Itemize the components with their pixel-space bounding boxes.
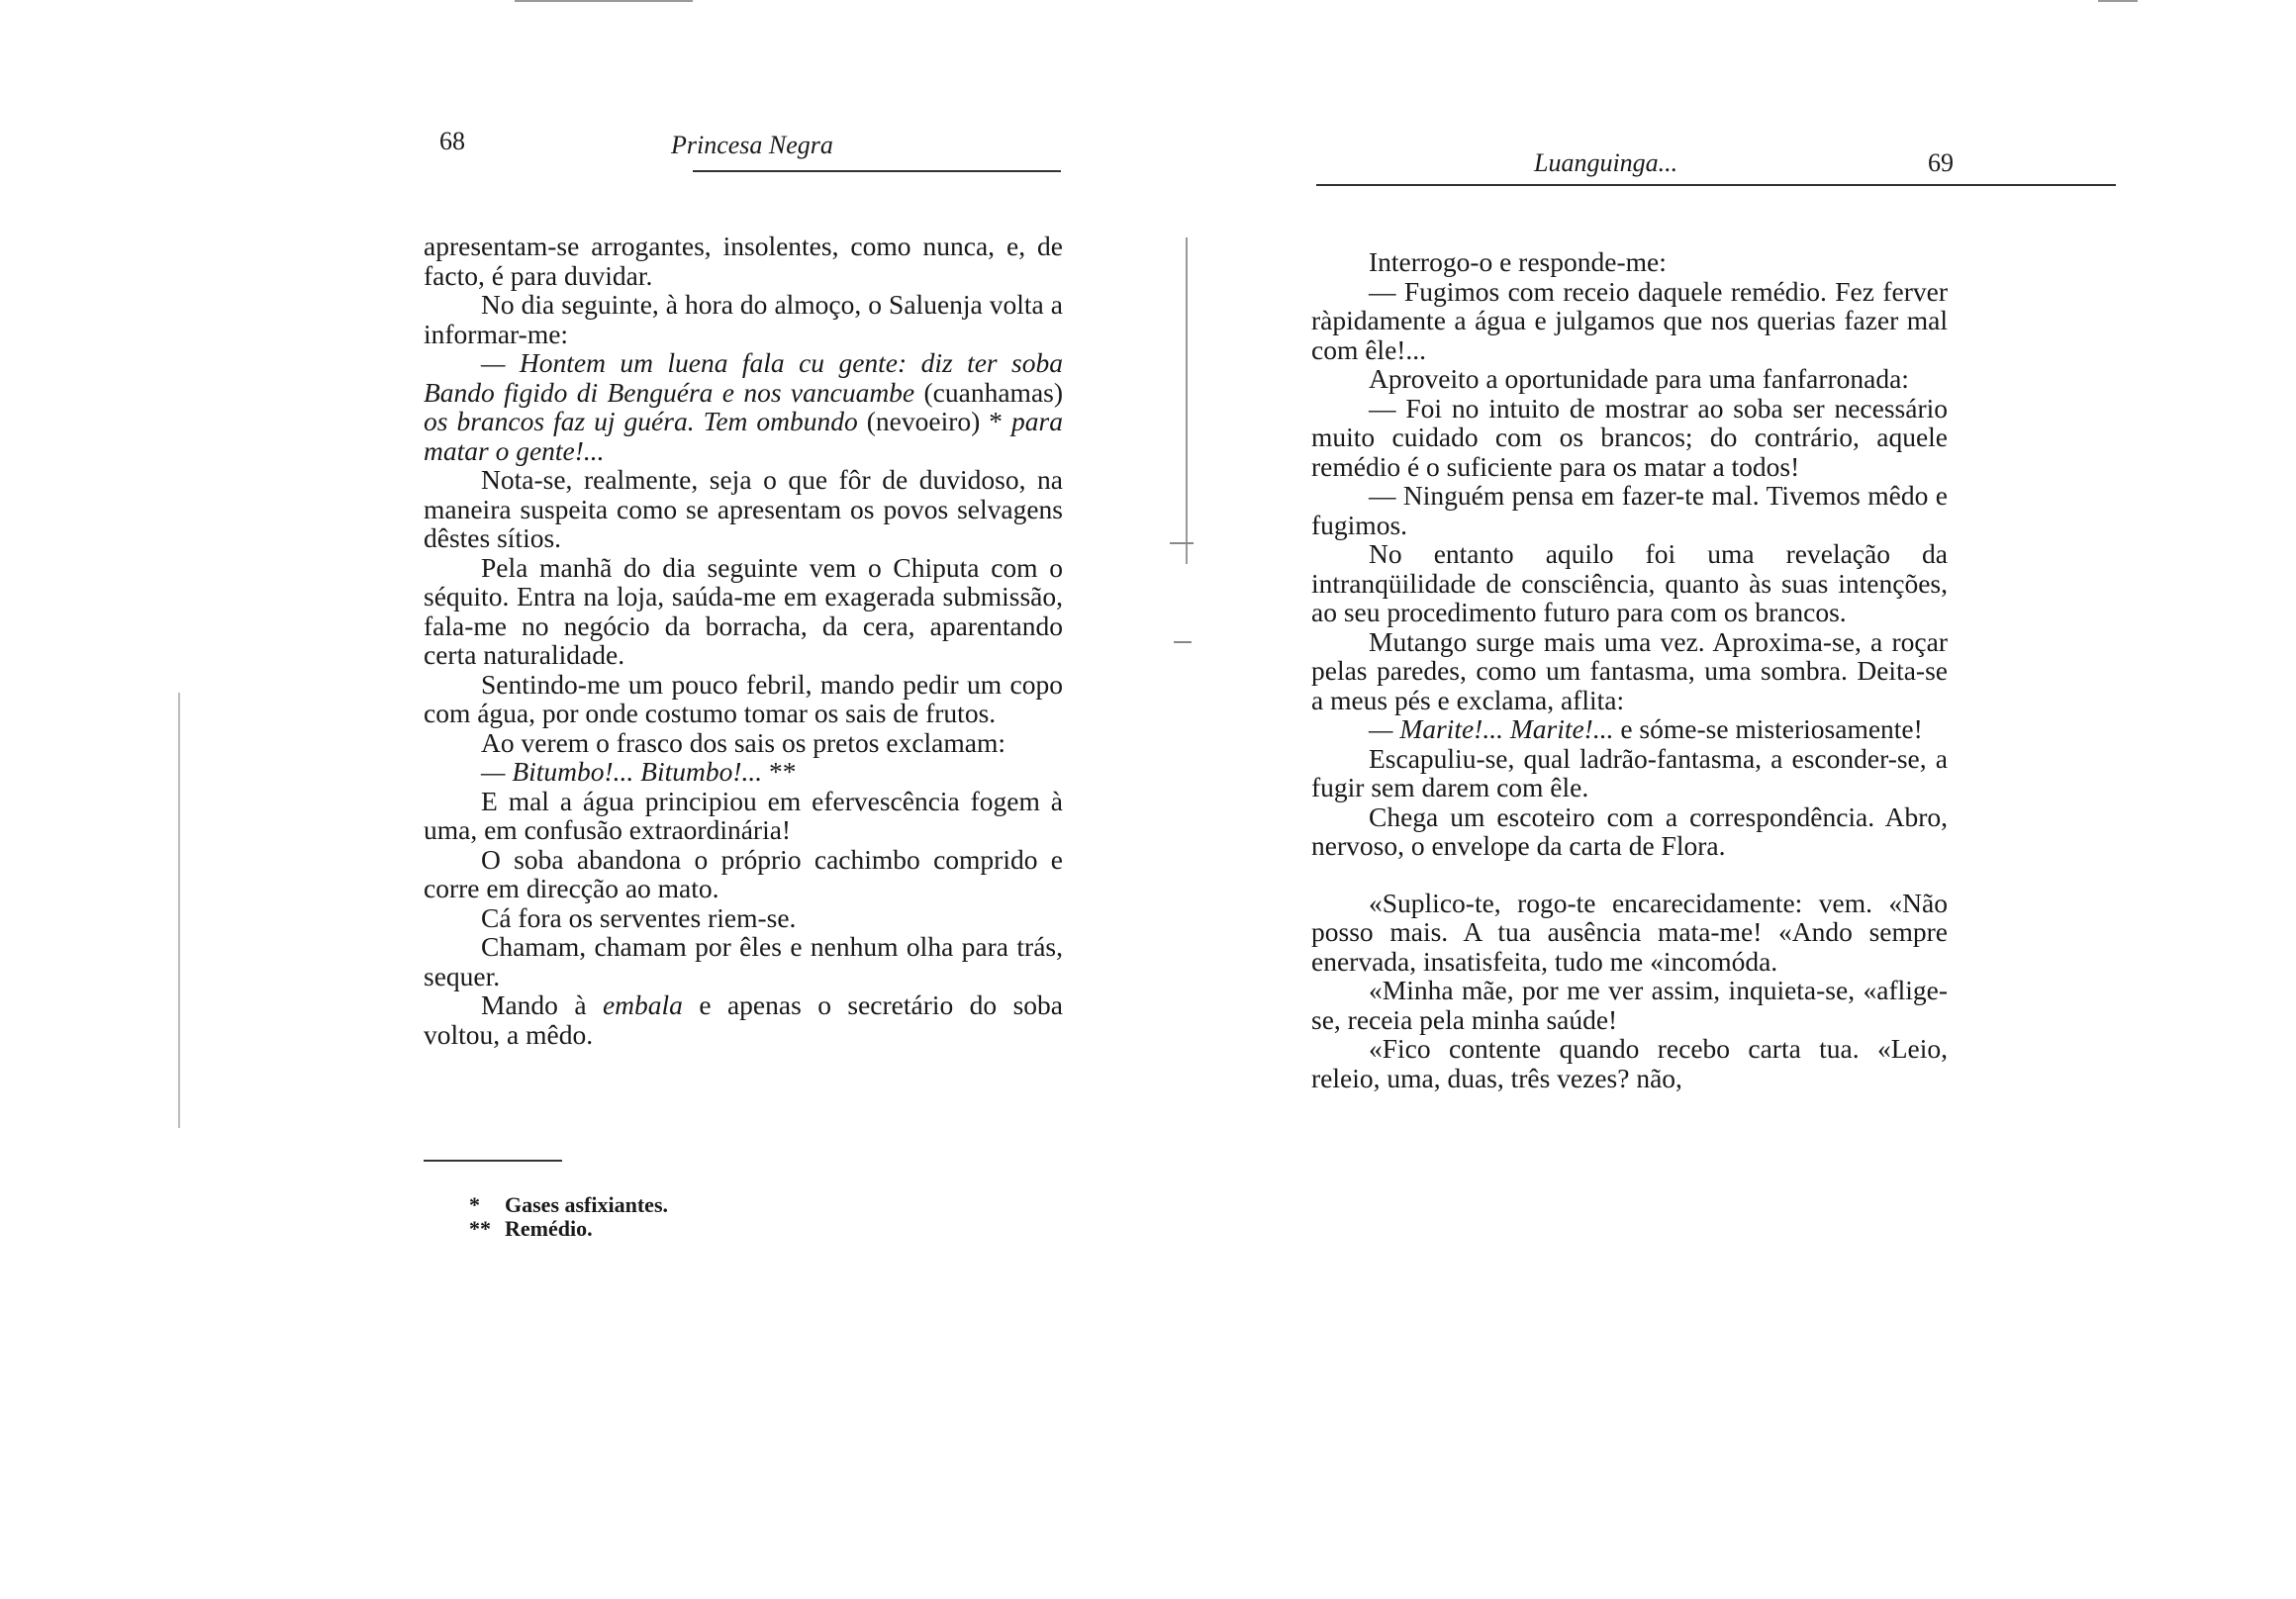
page-number: 69: [1928, 148, 1954, 177]
paragraph: [424, 728, 1063, 758]
paragraph: [424, 553, 1063, 670]
paragraph: [1311, 364, 1948, 394]
footnote-mark: *: [469, 1192, 480, 1217]
paragraph: [1311, 277, 1948, 365]
text-run: e sóme-se misteriosamente!: [1613, 713, 1923, 744]
italic-text: — Marite!... Marite!...: [1369, 713, 1614, 744]
paragraph: [1311, 539, 1948, 627]
paragraph: [424, 348, 1063, 465]
text-run: — Fugimos com receio daquele remédio. Fez ferver ràpidamente a água e julgamos que nos querias fazer mal com êle!...: [1311, 275, 1948, 365]
paragraph: [1311, 744, 1948, 802]
paragraph: [424, 787, 1063, 845]
body-text: [424, 232, 1063, 1049]
margin-shadow: [178, 693, 180, 1128]
text-run: Aproveito a oportunidade para uma fanfarronada:: [1369, 363, 1909, 394]
paragraph: [1311, 714, 1948, 744]
top-edge-mark: [2098, 0, 2138, 2]
paragraph: [424, 990, 1063, 1049]
paragraph: [424, 465, 1063, 553]
text-run: Mando à: [481, 989, 603, 1020]
gutter-mark: [1170, 542, 1194, 544]
text-run: E mal a água principiou em efervescência fogem à uma, em confusão extraordinária!: [424, 785, 1063, 845]
running-title: Princesa Negra: [671, 131, 833, 159]
italic-text: — Bitumbo!... Bitumbo!...: [481, 756, 763, 787]
text-run: No entanto aquilo foi uma revelação da intranqüilidade de consciência, quanto às suas intenções, ao seu procedimento futuro para com os brancos.: [1311, 538, 1948, 627]
text-run: apresentam-se arrogantes, insolentes, como nunca, e, de facto, é para duvidar.: [424, 231, 1063, 291]
top-edge-mark: [515, 0, 693, 2]
paragraph: [1311, 889, 1948, 977]
header-rule: [693, 170, 1061, 172]
italic-text: — Hontem um luena fala cu gente: diz ter soba Bando figido di Benguéra e nos vancuambe: [424, 347, 1063, 408]
gutter-mark: [1174, 641, 1192, 643]
text-run: Chega um escoteiro com a correspondência. Abro, nervoso, o envelope da carta de Flora.: [1311, 800, 1948, 861]
gutter-shadow: [1186, 237, 1188, 564]
text-run: — Ninguém pensa em fazer-te mal. Tivemos mêdo e fugimos.: [1311, 480, 1948, 540]
paragraph: [1311, 394, 1948, 482]
text-run: Pela manhã do dia seguinte vem o Chiputa com o séquito. Entra na loja, saúda-me em exagerada submissão, fala-me no negócio da borracha, da cera, aparentando certa naturalidade.: [424, 551, 1063, 670]
body-text: [1311, 247, 1948, 1092]
paragraph: [424, 670, 1063, 728]
paragraph: [1311, 802, 1948, 861]
text-run: Ao verem o frasco dos sais os pretos exclamam:: [481, 726, 1005, 758]
footnote-text: Remédio.: [505, 1216, 593, 1241]
paragraph: [424, 903, 1063, 933]
text-run: Interrogo-o e responde-me:: [1369, 246, 1667, 277]
footnote: [469, 1217, 668, 1241]
text-run: No dia seguinte, à hora do almoço, o Saluenja volta a informar-me:: [424, 289, 1063, 349]
text-run: «Minha mãe, por me ver assim, inquieta-se, «aflige-se, receia pela minha saúde!: [1311, 975, 1948, 1035]
paragraph: [1311, 627, 1948, 715]
italic-text: os brancos faz uj guéra. Tem ombundo: [424, 406, 858, 436]
text-run: **: [762, 756, 797, 787]
text-run: «Fico contente quando recebo carta tua. «Leio, releio, uma, duas, três vezes? não,: [1311, 1033, 1948, 1093]
footnotes: [469, 1193, 668, 1241]
running-title: Luanguinga...: [1534, 148, 1678, 177]
text-run: Nota-se, realmente, seja o que fôr de duvidoso, na maneira suspeita como se apresentam os povos selvagens dêstes sítios.: [424, 464, 1063, 553]
paragraph: [424, 290, 1063, 348]
paragraph: [1311, 247, 1948, 277]
italic-text: para matar o gente!...: [424, 406, 1063, 466]
text-run: Cá fora os serventes riem-se.: [481, 901, 797, 933]
footnote-rule: [424, 1160, 562, 1162]
header-rule: [1316, 184, 2116, 186]
text-run: O soba abandona o próprio cachimbo comprido e corre em direcção ao mato.: [424, 843, 1063, 903]
paragraph: [1311, 976, 1948, 1034]
right-page: [1148, 0, 2296, 1599]
text-run: e apenas o secretário do soba voltou, a mêdo.: [424, 989, 1063, 1050]
text-run: Escapuliu-se, qual ladrão-fantasma, a esconder-se, a fugir sem darem com êle.: [1311, 742, 1948, 802]
paragraph: [1311, 481, 1948, 539]
paragraph-gap: [1311, 861, 1948, 889]
text-run: — Foi no intuito de mostrar ao soba ser necessário muito cuidado com os brancos; do contrário, aquele remédio é o suficiente para os matar a todos!: [1311, 392, 1948, 482]
footnote: [469, 1193, 668, 1217]
text-run: Sentindo-me um pouco febril, mando pedir um copo com água, por onde costumo tomar os sais de frutos.: [424, 668, 1063, 728]
text-run: (nevoeiro) *: [857, 406, 1012, 436]
text-run: Chamam, chamam por êles e nenhum olha para trás, sequer.: [424, 931, 1063, 991]
paragraph: [424, 232, 1063, 290]
paragraph: [424, 757, 1063, 787]
text-run: «Suplico-te, rogo-te encarecidamente: vem. «Não posso mais. A tua ausência mata-me! «Ando sempre enervada, insatisfeita, tudo me «incomóda.: [1311, 887, 1948, 977]
italic-text: embala: [602, 989, 683, 1020]
footnote-mark: **: [469, 1216, 491, 1241]
paragraph: [424, 932, 1063, 990]
text-run: Mutango surge mais uma vez. Aproxima-se, a roçar pelas paredes, como um fantasma, uma sombra. Deita-se a meus pés e exclama, aflita:: [1311, 625, 1948, 715]
footnote-text: Gases asfixiantes.: [505, 1192, 668, 1217]
text-run: (cuanhamas): [914, 376, 1064, 408]
page-number: 68: [439, 127, 465, 155]
paragraph: [1311, 1034, 1948, 1092]
paragraph: [424, 845, 1063, 903]
